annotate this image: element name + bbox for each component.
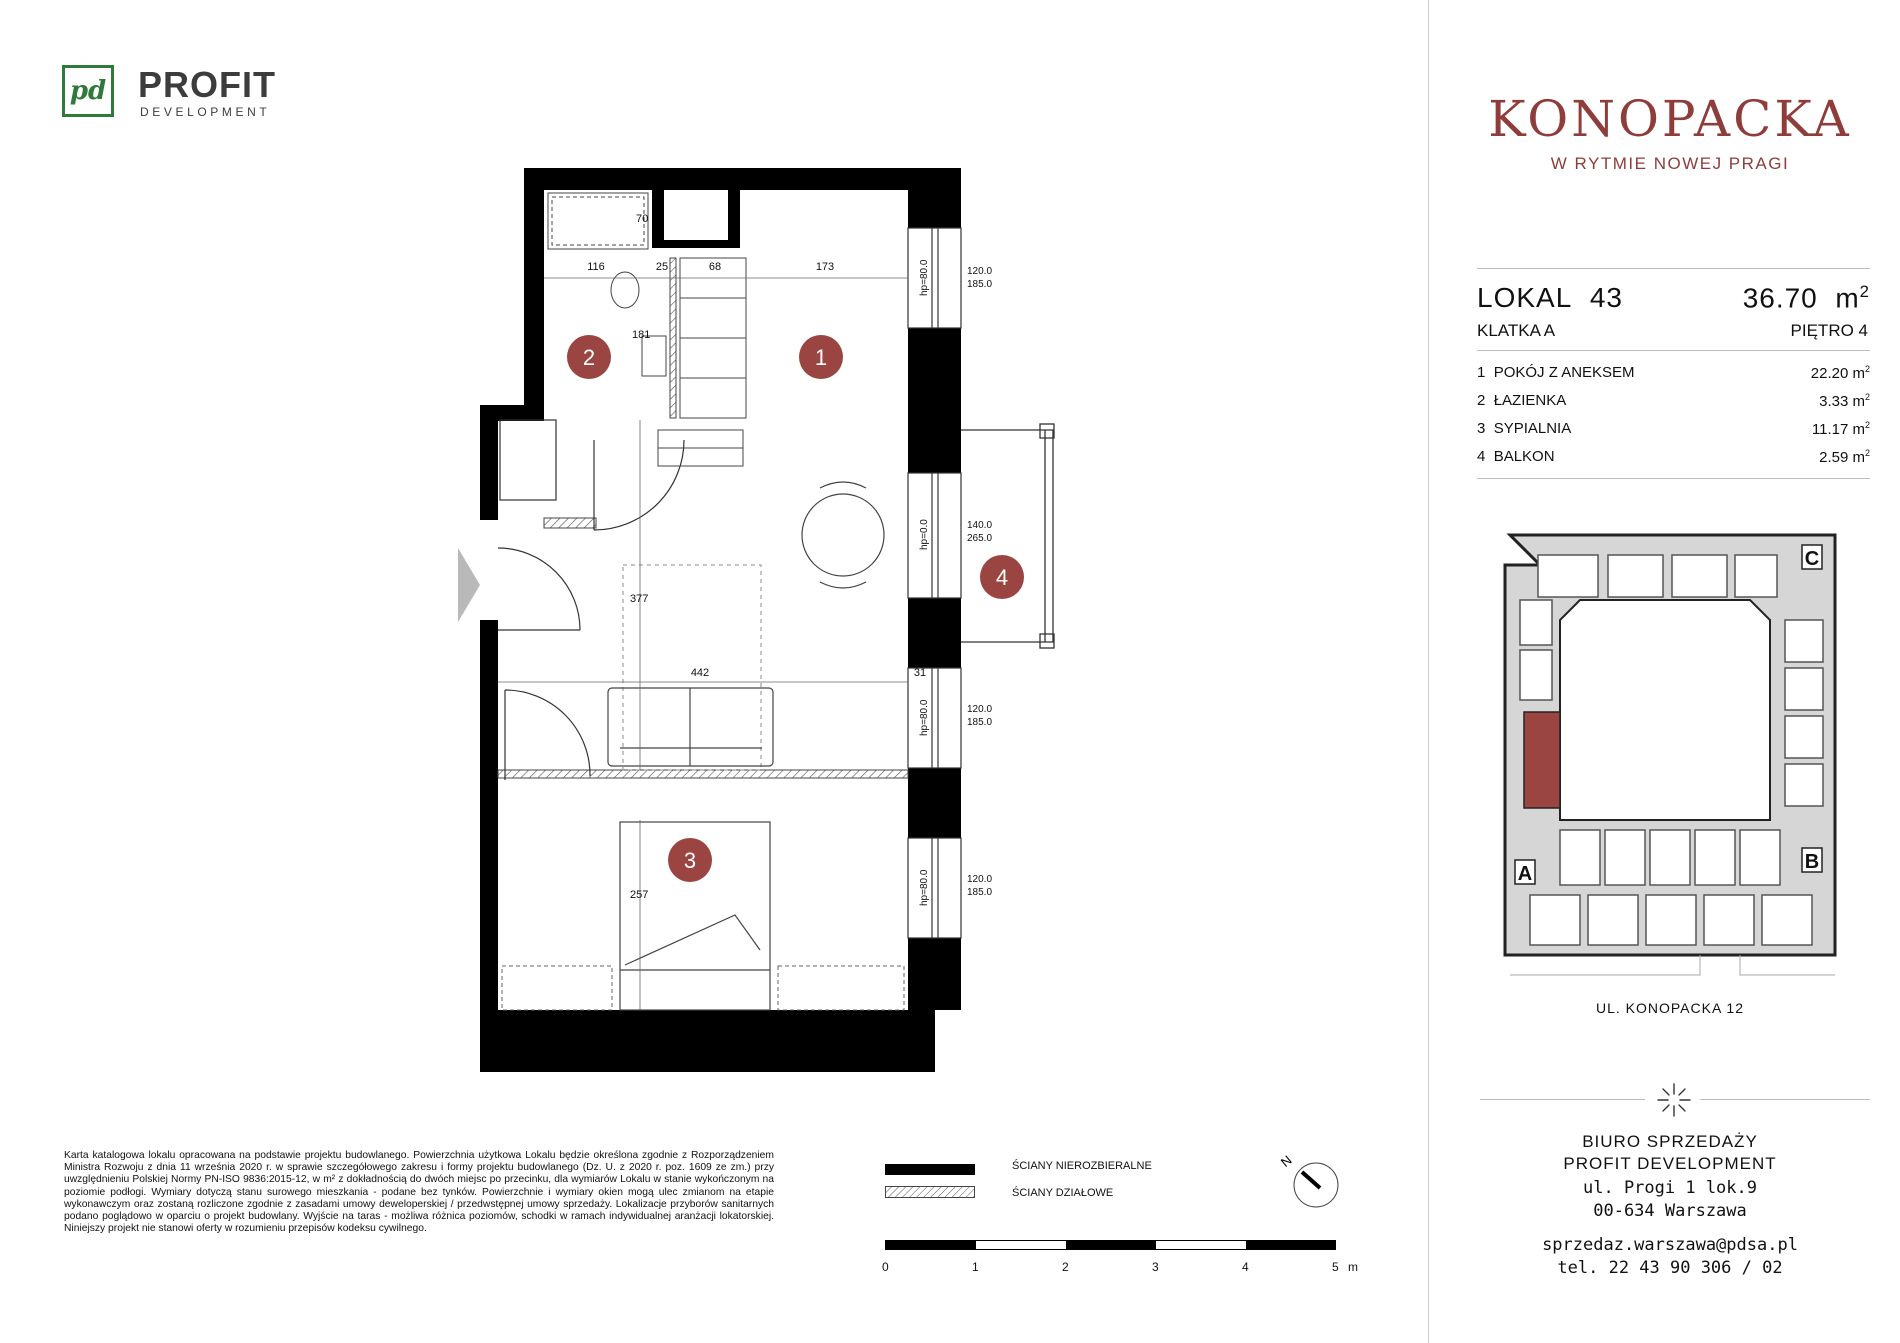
scale-tick: 1 (972, 1260, 979, 1274)
room-area-sup: 2 (1864, 448, 1870, 458)
window-1-sill: hp=80.0 (919, 259, 930, 296)
window-4-sill: hp=80.0 (919, 869, 930, 906)
room-name (1477, 448, 1555, 474)
dim-116: 116 (587, 261, 605, 273)
load-bearing-walls (480, 168, 961, 1072)
room-area-value: 2.59 m (1819, 449, 1865, 466)
entrance-arrow (458, 548, 480, 622)
room-number: 4 (1477, 448, 1486, 465)
scale-tick: 5 (1332, 1260, 1339, 1274)
room-row (1477, 448, 1870, 474)
street-lines (1510, 955, 1835, 975)
legend-label-partition: ŚCIANY DZIAŁOWE (1012, 1187, 1114, 1199)
project-title: KONOPACKA (1488, 90, 1852, 148)
legend-swatch-partition (885, 1186, 975, 1198)
unit-highlight (1524, 712, 1560, 808)
rule (1477, 268, 1870, 269)
room-area (1819, 392, 1870, 418)
dim-25: 25 (655, 261, 669, 273)
dim-70: 70 (636, 213, 649, 225)
window-1-height: 185.0 (967, 279, 993, 290)
window-2-width: 140.0 (967, 520, 993, 531)
dimension-labels (587, 213, 926, 901)
scale-tick: 4 (1242, 1260, 1249, 1274)
compass (1272, 1150, 1344, 1210)
office-address: ul. Progi 1 lok.9 (1583, 1178, 1757, 1198)
room-marker-4-label: 4 (995, 565, 1009, 590)
room-name (1477, 392, 1566, 418)
room-row (1477, 420, 1870, 446)
ornament-rule-left (1480, 1099, 1645, 1100)
room-row (1477, 364, 1870, 390)
room-area (1819, 448, 1870, 474)
wardrobes (502, 966, 904, 1010)
disclaimer: Karta katalogowa lokalu opracowana na podstawie projektu budowlanego. Powierzchnia użytkowa Lokalu będzie określona zgodnie z Rozporządzeniem Ministra Rozwoju z dnia 11 września 2020 r. w sprawie szczegółowego zakresu i formy projektu budowlanego (Dz. U. z 2020 r. poz. 1609 ze zm.) przy uwzględnieniu Polskiej Normy PN-ISO 9836:2015-12, w m² z dokładnością do dwóch miejsc po przecinku, dla wymiarów Lokalu w stanie wykończonym na poziomie podłogi. Wymiary dotyczą stanu surowego mieszkania - podane bez tynków. Powierzchnie i wymiary okien mogą ulec zmianom na etapie wykonawczym oraz zostaną rozliczone zgodnie z zasadami umowy deweloperskiej / przedwstępnej umowy sprzedaży. Lokalizacje przyborów sanitarnych podano poglądowo w oparciu o projekt budowlany. Wyjście na taras - możliwa różnica poziomów, schodki w ramach indywidualnej aranżacji lokatorskiej. Niniejszy projekt nie stanowi oferty w rozumieniu przepisów kodeksu cywilnego. (64, 1150, 774, 1235)
room-label: SYPIALNIA (1493, 420, 1572, 437)
scale-segment (886, 1241, 976, 1249)
doors (498, 420, 684, 780)
ornament-rule-right (1700, 1099, 1870, 1100)
legend-swatch-load-bearing (885, 1164, 975, 1175)
logo-subtitle: DEVELOPMENT (140, 105, 271, 119)
room-area-sup: 2 (1864, 392, 1870, 402)
scale-segment (1246, 1241, 1336, 1249)
unit-heading (1477, 282, 1623, 314)
partition-wall (544, 518, 596, 528)
rule (1477, 350, 1870, 351)
unit-area (1743, 282, 1870, 314)
partition-wall (498, 770, 908, 778)
room-area-sup: 2 (1864, 420, 1870, 430)
unit-number: 43 (1589, 282, 1623, 313)
scale-segment (1066, 1241, 1156, 1249)
room-number: 3 (1477, 420, 1486, 437)
dining-set (802, 482, 884, 588)
room-area (1811, 364, 1870, 390)
dim-173: 173 (815, 261, 835, 273)
ornament-icon (1654, 1080, 1694, 1120)
window-3-sill: hp=80.0 (919, 699, 930, 736)
room-label: ŁAZIENKA (1493, 392, 1567, 409)
unit-area-value: 36.70 (1742, 282, 1818, 314)
room-name (1477, 364, 1635, 390)
floor-label: PIĘTRO 4 (1790, 321, 1868, 340)
window-3-height: 185.0 (967, 717, 993, 728)
scale-unit: m (1348, 1260, 1358, 1274)
room-area-value: 3.33 m (1819, 393, 1865, 410)
room-marker-2-label: 2 (582, 345, 596, 370)
dim-31: 31 (913, 667, 927, 679)
logo-name: PROFIT (138, 64, 276, 105)
office-email[interactable]: sprzedaz.warszawa@pdsa.pl (1542, 1235, 1798, 1255)
window-2-sill: hp=0.0 (919, 519, 930, 550)
room-area-value: 11.17 m (1811, 421, 1865, 438)
floor-plan (440, 150, 1090, 1090)
stair-b-label: B (1804, 851, 1820, 873)
room-area (1812, 420, 1870, 446)
sofa (608, 688, 773, 766)
office-line-1: BIURO SPRZEDAŻY (1582, 1132, 1758, 1151)
courtyard (1560, 600, 1770, 820)
logo-mark-text: pd (69, 76, 107, 106)
window-4-height: 185.0 (967, 887, 993, 898)
partition-wall (670, 258, 676, 418)
office-line-2: PROFIT DEVELOPMENT (1563, 1154, 1777, 1173)
street-label: UL. KONOPACKA 12 (1595, 1000, 1744, 1016)
scale-bar (885, 1240, 1336, 1250)
office-phone[interactable]: tel. 22 43 90 306 / 02 (1557, 1258, 1783, 1278)
stair-c-label: C (1804, 548, 1820, 570)
window-4-width: 120.0 (967, 874, 993, 885)
unit-area-sup: 2 (1859, 282, 1870, 301)
dim-377: 377 (630, 593, 649, 605)
dim-181: 181 (632, 329, 651, 341)
column-divider (1428, 0, 1429, 1343)
scale-tick: 0 (882, 1260, 889, 1274)
dim-442: 442 (690, 667, 710, 679)
room-marker-1-label: 1 (814, 345, 828, 370)
room-row (1477, 392, 1870, 418)
window-3-width: 120.0 (967, 704, 993, 715)
room-number: 2 (1477, 392, 1486, 409)
room-label: POKÓJ Z ANEKSEM (1493, 364, 1635, 381)
project-tagline: W RYTMIE NOWEJ PRAGI (1550, 154, 1790, 173)
dim-68: 68 (708, 261, 722, 273)
legend-label-load-bearing: ŚCIANY NIEROZBIERALNE (1012, 1160, 1152, 1172)
room-area-value: 22.20 m (1810, 365, 1865, 382)
rule (1477, 478, 1870, 479)
room-name (1477, 420, 1571, 446)
window-2-height: 265.0 (967, 533, 993, 544)
office-city: 00-634 Warszawa (1593, 1201, 1747, 1221)
dim-257: 257 (630, 889, 649, 901)
compass-north-label: N (1277, 1152, 1295, 1170)
window-1-width: 120.0 (967, 266, 993, 277)
room-number: 1 (1477, 364, 1486, 381)
room-marker-3-label: 3 (683, 848, 697, 873)
room-label: BALKON (1493, 448, 1555, 465)
unit-label: LOKAL (1477, 282, 1573, 313)
logo-mark (62, 65, 114, 117)
room-area-sup: 2 (1864, 364, 1870, 374)
building-key-plan (1495, 525, 1845, 985)
stair-a-label: A (1517, 863, 1533, 885)
scale-tick: 2 (1062, 1260, 1069, 1274)
scale-tick: 3 (1152, 1260, 1159, 1274)
unit-area-unit: m (1835, 282, 1860, 314)
dimension-lines (498, 278, 908, 1010)
staircase-label: KLATKA A (1477, 321, 1556, 340)
